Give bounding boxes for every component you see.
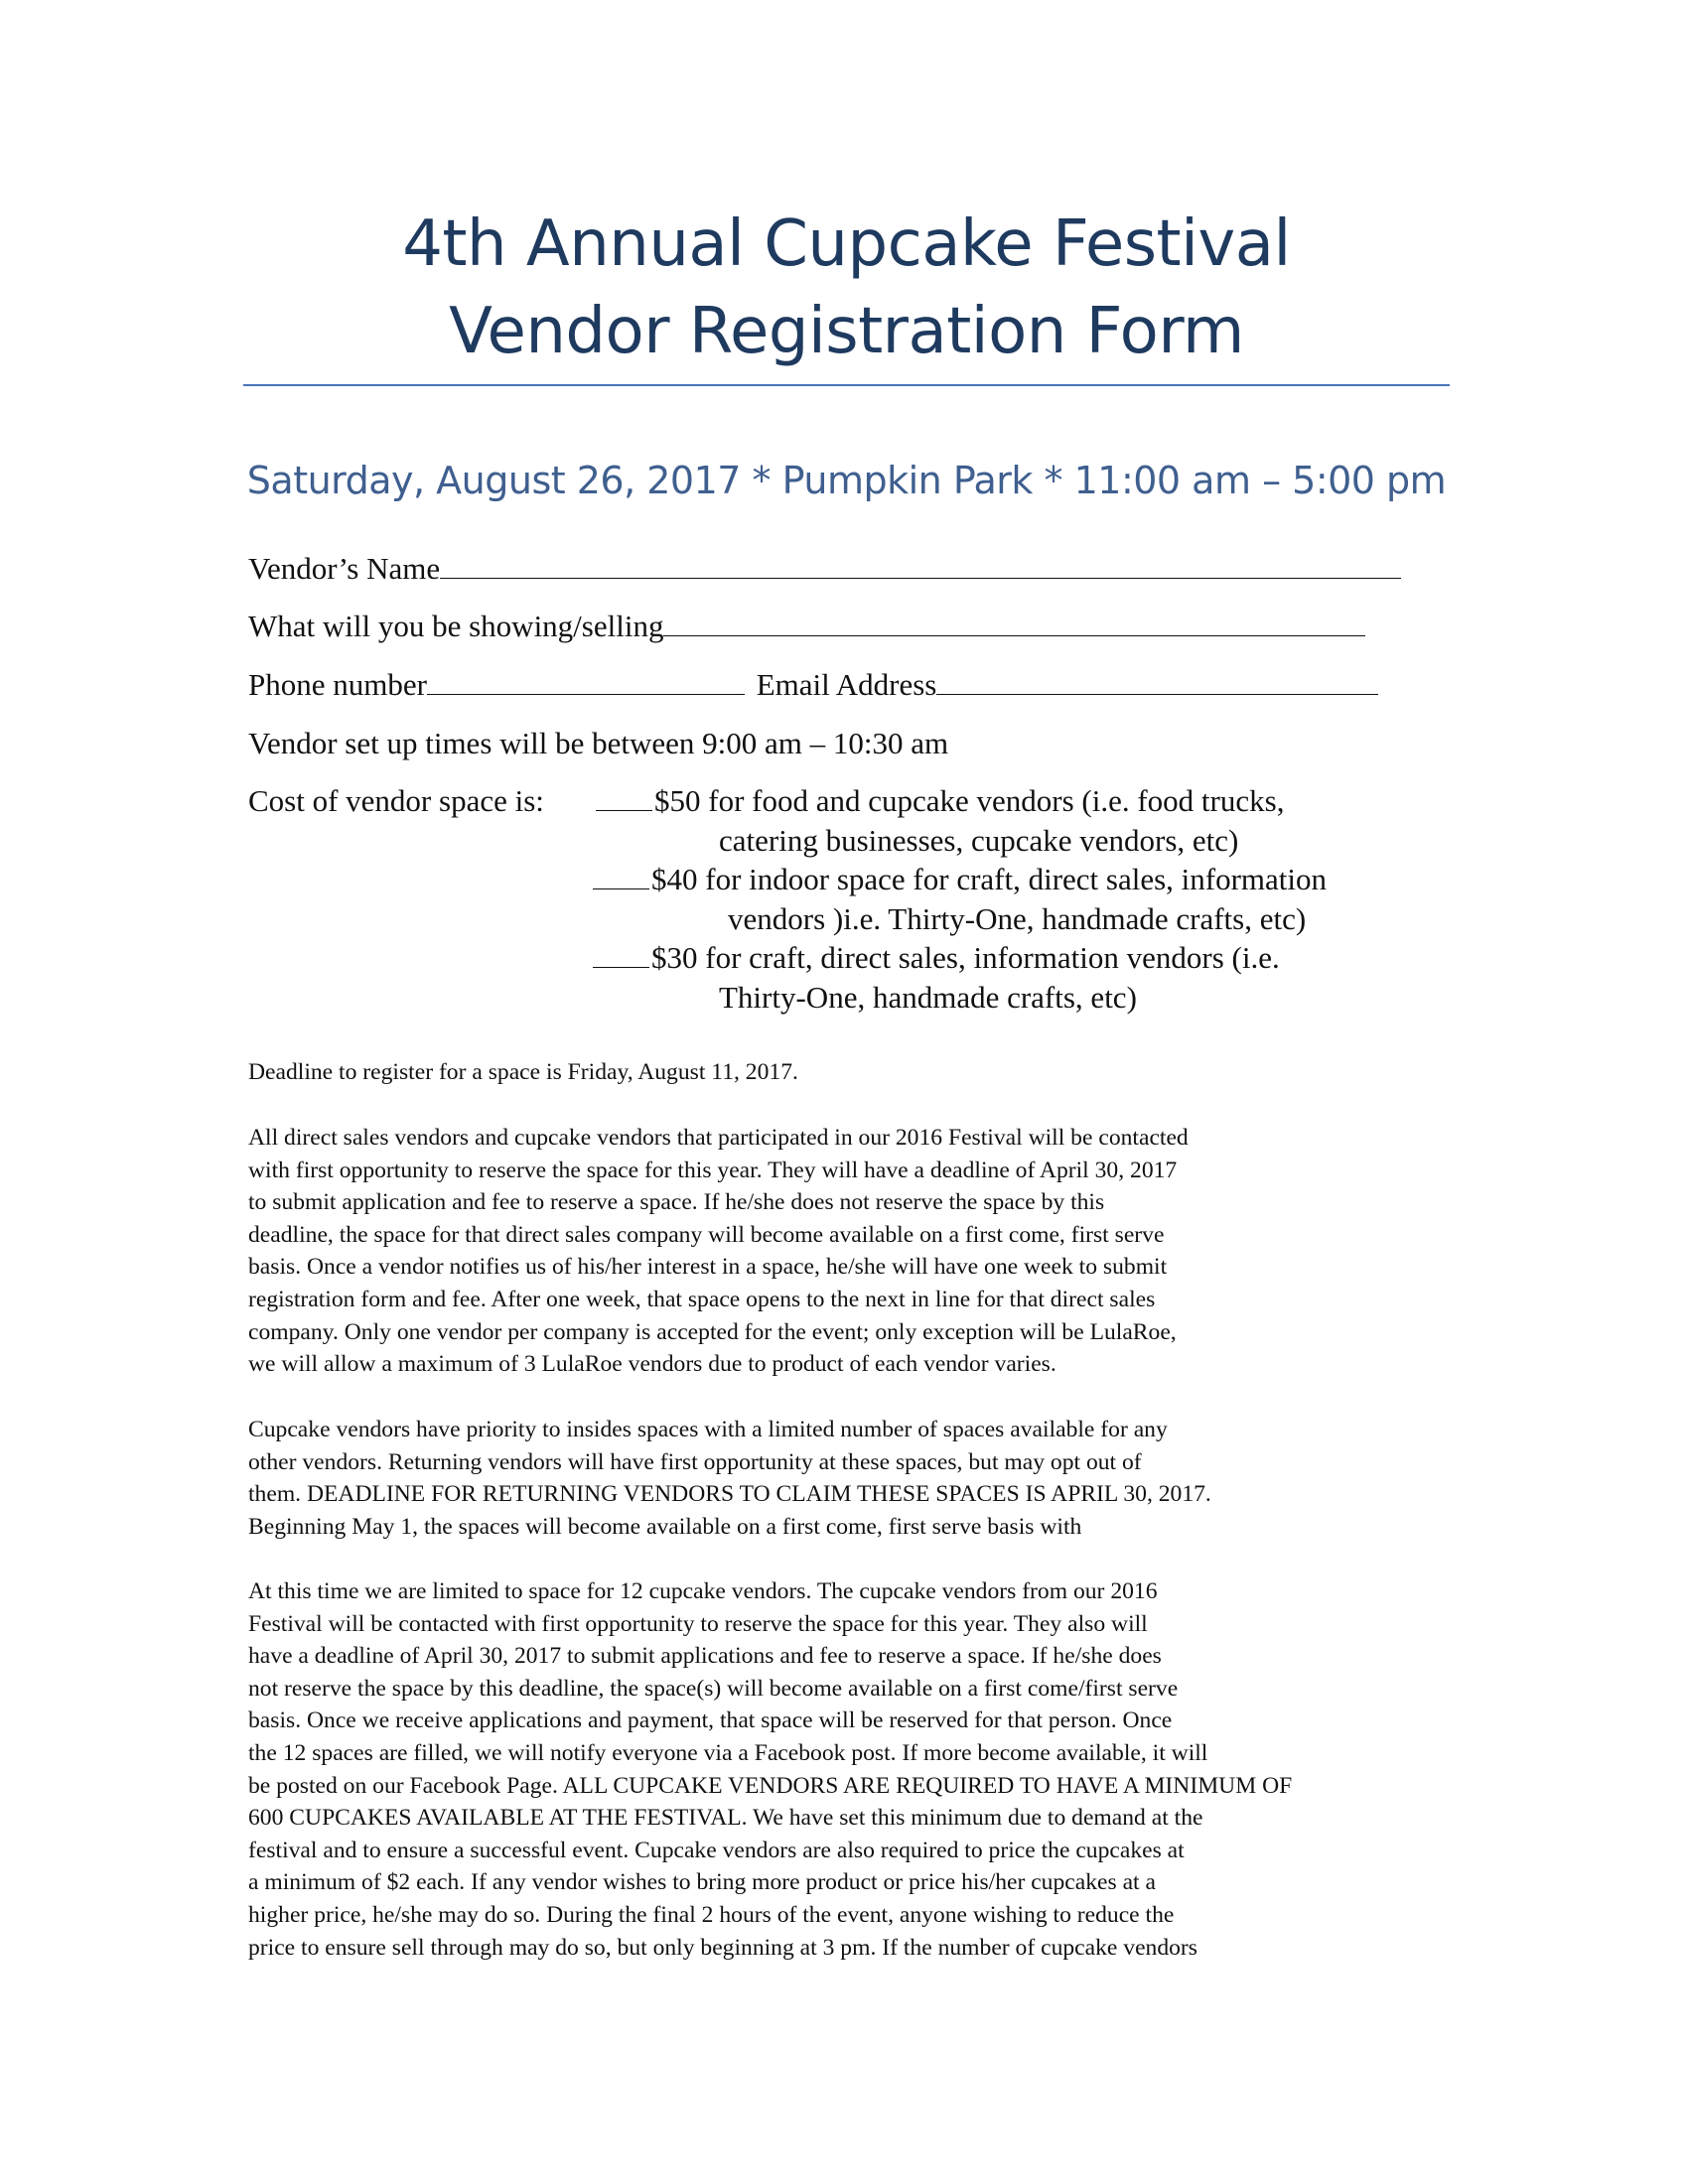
showing-selling-blank[interactable] xyxy=(663,606,1365,636)
cost-option-50-blank[interactable] xyxy=(596,782,652,811)
paragraph-line: be posted on our Facebook Page. ALL CUPCAKE VENDORS ARE REQUIRED TO HAVE A MINIMUM OF xyxy=(248,1772,1293,1799)
paragraph-line: deadline, the space for that direct sales company will become available on a first come, first serve xyxy=(248,1221,1165,1248)
setup-times: Vendor set up times will be between 9:00 am – 10:30 am xyxy=(248,726,949,760)
cost-option-30-text: $30 for craft, direct sales, information vendors (i.e. xyxy=(651,940,1280,975)
paragraph-cupcake-vendors xyxy=(248,1575,1440,1964)
showing-selling-row xyxy=(248,605,1365,648)
cost-option-50 xyxy=(596,781,1284,821)
paragraph-line: higher price, he/she may do so. During the final 2 hours of the event, anyone wishing to reduce the xyxy=(248,1901,1175,1928)
vendor-name-row xyxy=(248,547,1401,591)
paragraph-line: registration form and fee. After one week, that space opens to the next in line for that direct sales xyxy=(248,1286,1156,1312)
cost-option-50-cont: catering businesses, cupcake vendors, etc) xyxy=(719,823,1239,858)
paragraph-line: festival and to ensure a successful event. Cupcake vendors are also required to price the cupcakes at xyxy=(248,1837,1185,1863)
phone-blank[interactable] xyxy=(427,664,745,695)
email-blank[interactable] xyxy=(936,664,1378,695)
cost-option-40-text: $40 for indoor space for craft, direct sales, information xyxy=(651,862,1328,896)
paragraph-line: with first opportunity to reserve the space for this year. They will have a deadline of April 30, 2017 xyxy=(248,1157,1178,1183)
form-title-line-2: Vendor Registration Form xyxy=(449,295,1244,368)
paragraph-line: 600 CUPCAKES AVAILABLE AT THE FESTIVAL. We have set this minimum due to demand at the xyxy=(248,1805,1203,1832)
paragraph-line: Festival will be contacted with first opportunity to reserve the space for this year. They also will xyxy=(248,1610,1148,1637)
paragraph-line: Beginning May 1, the spaces will become available on a first come, first serve basis with xyxy=(248,1513,1082,1540)
paragraph-line: a minimum of $2 each. If any vendor wishes to bring more product or price his/her cupcakes at a xyxy=(248,1869,1156,1896)
showing-selling-label: What will you be showing/selling xyxy=(248,609,664,643)
cost-option-40 xyxy=(593,860,1327,899)
paragraph-line: basis. Once a vendor notifies us of his/her interest in a space, he/she will have one week to submit xyxy=(248,1254,1168,1281)
cost-option-40-cont: vendors )i.e. Thirty-One, handmade crafts, etc) xyxy=(728,901,1307,936)
cost-option-40-blank[interactable] xyxy=(593,861,649,889)
paragraph-line: have a deadline of April 30, 2017 to submit applications and fee to reserve a space. If he/she does xyxy=(248,1643,1162,1670)
paragraph-line: price to ensure sell through may do so, but only beginning at 3 pm. If the number of cupcake vendors xyxy=(248,1934,1197,1961)
paragraph-line: basis. Once we receive applications and payment, that space will be reserved for that person. Once xyxy=(248,1707,1173,1734)
paragraph-direct-sales xyxy=(248,1122,1440,1381)
paragraph-inside-spaces xyxy=(248,1414,1440,1543)
paragraph-line: Cupcake vendors have priority to insides spaces with a limited number of spaces available for any xyxy=(248,1417,1168,1442)
paragraph-line: At this time we are limited to space for 12 cupcake vendors. The cupcake vendors from our 2016 xyxy=(248,1578,1158,1604)
vendor-name-blank[interactable] xyxy=(440,548,1401,579)
paragraph-line: other vendors. Returning vendors will have first opportunity at these spaces, but may opt out of xyxy=(248,1448,1142,1475)
email-label: Email Address xyxy=(756,667,937,702)
paragraph-line: not reserve the space by this deadline, the space(s) will become available on a first come/first serve xyxy=(248,1675,1179,1702)
phone-label: Phone number xyxy=(248,667,427,702)
title-divider xyxy=(243,384,1450,386)
form-title-line-1: 4th Annual Cupcake Festival xyxy=(402,207,1291,281)
cost-option-30-blank[interactable] xyxy=(593,939,649,968)
phone-email-row xyxy=(248,663,1378,707)
vendor-name-label: Vendor’s Name xyxy=(248,551,441,586)
cost-option-30-cont: Thirty-One, handmade crafts, etc) xyxy=(719,980,1137,1015)
cost-option-50-text: $50 for food and cupcake vendors (i.e. food trucks, xyxy=(654,783,1285,818)
event-details-subtitle: Saturday, August 26, 2017 * Pumpkin Park * 11:00 am – 5:00 pm xyxy=(246,459,1447,502)
paragraph-line: to submit application and fee to reserve a space. If he/she does not reserve the space by this xyxy=(248,1189,1105,1216)
paragraph-line: All direct sales vendors and cupcake vendors that participated in our 2016 Festival will be contacted xyxy=(248,1125,1189,1151)
paragraph-line: company. Only one vendor per company is accepted for the event; only exception will be LulaRoe, xyxy=(248,1318,1177,1345)
registration-deadline: Deadline to register for a space is Friday, August 11, 2017. xyxy=(248,1059,798,1085)
cost-option-30 xyxy=(593,938,1280,978)
paragraph-line: them. DEADLINE FOR RETURNING VENDORS TO CLAIM THESE SPACES IS APRIL 30, 2017. xyxy=(248,1481,1211,1508)
paragraph-line: we will allow a maximum of 3 LulaRoe vendors due to product of each vendor varies. xyxy=(248,1351,1056,1378)
cost-label: Cost of vendor space is: xyxy=(248,783,544,818)
paragraph-line: the 12 spaces are filled, we will notify everyone via a Facebook post. If more become available, it will xyxy=(248,1739,1208,1766)
